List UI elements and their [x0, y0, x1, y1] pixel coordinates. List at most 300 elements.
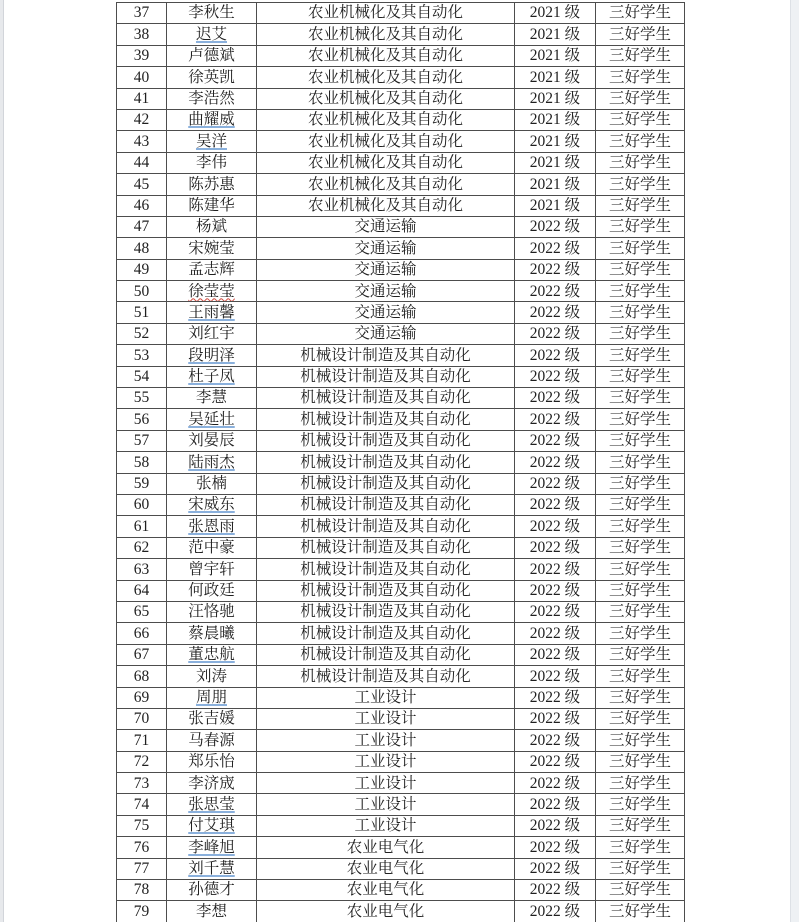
major-cell — [257, 858, 515, 879]
major-cell — [257, 452, 515, 473]
award-text: 三好学生 — [608, 795, 671, 813]
table-row — [117, 430, 685, 451]
row-number-cell — [117, 345, 167, 366]
student-name-text: 李想 — [195, 902, 227, 920]
major-cell — [257, 623, 515, 644]
award-text: 三好学生 — [608, 902, 671, 920]
major-text: 农业机械化及其自动化 — [307, 25, 463, 43]
major-cell — [257, 388, 515, 409]
row-number-text: 56 — [133, 410, 150, 428]
major-cell — [257, 216, 515, 237]
grade-cell — [515, 216, 596, 237]
major-text: 农业电气化 — [346, 838, 425, 856]
row-number-text: 39 — [133, 47, 150, 65]
table-row — [117, 366, 685, 387]
major-text: 机械设计制造及其自动化 — [300, 410, 471, 428]
grade-text: 2022 级 — [529, 517, 581, 535]
award-text: 三好学生 — [608, 774, 671, 792]
award-text: 三好学生 — [608, 47, 671, 65]
grade-text: 2021 级 — [529, 132, 581, 150]
student-name-text: 刘晏辰 — [188, 432, 235, 450]
grade-text: 2022 级 — [529, 881, 581, 899]
major-cell — [257, 238, 515, 259]
award-text: 三好学生 — [608, 175, 671, 193]
award-text: 三好学生 — [608, 389, 671, 407]
grade-text: 2022 级 — [529, 325, 581, 343]
student-name-cell — [167, 730, 257, 751]
major-text: 机械设计制造及其自动化 — [300, 432, 471, 450]
table-row — [117, 259, 685, 280]
major-cell — [257, 751, 515, 772]
award-text: 三好学生 — [608, 624, 671, 642]
award-cell — [596, 259, 685, 280]
award-cell — [596, 751, 685, 772]
table-row — [117, 708, 685, 729]
grade-cell — [515, 131, 596, 152]
grade-cell — [515, 430, 596, 451]
row-number-text: 48 — [133, 239, 150, 257]
row-number-cell — [117, 794, 167, 815]
row-number-text: 42 — [133, 111, 150, 129]
table-row — [117, 537, 685, 558]
major-text: 机械设计制造及其自动化 — [300, 667, 471, 685]
table-row — [117, 216, 685, 237]
grade-cell — [515, 880, 596, 901]
award-cell — [596, 302, 685, 323]
row-number-cell — [117, 623, 167, 644]
award-cell — [596, 345, 685, 366]
major-text: 机械设计制造及其自动化 — [300, 453, 471, 471]
major-cell — [257, 88, 515, 109]
grade-text: 2021 级 — [529, 68, 581, 86]
student-name-cell — [167, 345, 257, 366]
row-number-text: 77 — [133, 860, 150, 878]
grade-text: 2022 级 — [529, 902, 581, 920]
row-number-cell — [117, 901, 167, 922]
grade-text: 2022 级 — [529, 453, 581, 471]
grade-cell — [515, 452, 596, 473]
row-number-text: 61 — [133, 517, 150, 535]
student-name-text: 张吉媛 — [188, 710, 235, 728]
grade-text: 2022 级 — [529, 346, 581, 364]
student-name-cell — [167, 773, 257, 794]
grade-text: 2022 级 — [529, 496, 581, 514]
major-cell — [257, 666, 515, 687]
student-name-cell — [167, 580, 257, 601]
award-cell — [596, 880, 685, 901]
row-number-cell — [117, 687, 167, 708]
award-text: 三好学生 — [608, 410, 671, 428]
major-cell — [257, 773, 515, 794]
student-name-text: 徐莹莹 — [188, 282, 235, 300]
row-number-text: 44 — [133, 154, 150, 172]
grade-text: 2022 级 — [529, 261, 581, 279]
grade-cell — [515, 751, 596, 772]
grade-text: 2022 级 — [529, 795, 581, 813]
major-text: 农业机械化及其自动化 — [307, 111, 463, 129]
award-cell — [596, 601, 685, 622]
award-text: 三好学生 — [608, 25, 671, 43]
row-number-text: 71 — [133, 731, 150, 749]
grade-text: 2022 级 — [529, 368, 581, 386]
row-number-text: 73 — [133, 774, 150, 792]
major-text: 交通运输 — [354, 261, 417, 279]
row-number-cell — [117, 452, 167, 473]
major-cell — [257, 67, 515, 88]
major-text: 工业设计 — [354, 753, 417, 771]
major-text: 机械设计制造及其自动化 — [300, 346, 471, 364]
student-name-cell — [167, 109, 257, 130]
row-number-text: 74 — [133, 795, 150, 813]
major-cell — [257, 109, 515, 130]
award-table-container — [116, 2, 685, 922]
table-row — [117, 88, 685, 109]
row-number-cell — [117, 216, 167, 237]
table-row — [117, 388, 685, 409]
award-text: 三好学生 — [608, 753, 671, 771]
row-number-text: 60 — [133, 496, 150, 514]
major-cell — [257, 794, 515, 815]
student-name-cell — [167, 494, 257, 515]
grade-cell — [515, 238, 596, 259]
row-number-cell — [117, 773, 167, 794]
row-number-text: 65 — [133, 603, 150, 621]
major-cell — [257, 302, 515, 323]
student-name-cell — [167, 815, 257, 836]
major-cell — [257, 131, 515, 152]
student-name-text: 董忠航 — [188, 646, 235, 664]
major-cell — [257, 281, 515, 302]
grade-cell — [515, 366, 596, 387]
row-number-text: 47 — [133, 218, 150, 236]
row-number-text: 59 — [133, 475, 150, 493]
grade-cell — [515, 259, 596, 280]
student-name-text: 吴洋 — [195, 132, 227, 150]
award-cell — [596, 623, 685, 644]
award-cell — [596, 494, 685, 515]
major-cell — [257, 409, 515, 430]
grade-text: 2022 级 — [529, 475, 581, 493]
row-number-cell — [117, 366, 167, 387]
award-text: 三好学生 — [608, 154, 671, 172]
student-name-cell — [167, 388, 257, 409]
grade-cell — [515, 3, 596, 24]
row-number-text: 46 — [133, 196, 150, 214]
major-text: 农业机械化及其自动化 — [307, 154, 463, 172]
grade-text: 2022 级 — [529, 389, 581, 407]
row-number-text: 53 — [133, 346, 150, 364]
grade-text: 2022 级 — [529, 817, 581, 835]
table-row — [117, 67, 685, 88]
award-text: 三好学生 — [608, 261, 671, 279]
major-cell — [257, 195, 515, 216]
row-number-cell — [117, 88, 167, 109]
row-number-text: 75 — [133, 817, 150, 835]
award-cell — [596, 901, 685, 922]
major-text: 交通运输 — [354, 325, 417, 343]
major-cell — [257, 345, 515, 366]
award-cell — [596, 131, 685, 152]
major-cell — [257, 687, 515, 708]
student-name-cell — [167, 601, 257, 622]
award-cell — [596, 88, 685, 109]
table-row — [117, 174, 685, 195]
student-name-text: 蔡晨曦 — [188, 624, 235, 642]
major-cell — [257, 559, 515, 580]
major-text: 农业机械化及其自动化 — [307, 68, 463, 86]
student-name-text: 曾宇轩 — [188, 560, 235, 578]
student-name-text: 刘涛 — [195, 667, 227, 685]
award-cell — [596, 858, 685, 879]
student-name-cell — [167, 559, 257, 580]
award-cell — [596, 837, 685, 858]
student-name-cell — [167, 537, 257, 558]
row-number-text: 45 — [133, 175, 150, 193]
award-cell — [596, 3, 685, 24]
award-text: 三好学生 — [608, 346, 671, 364]
award-cell — [596, 24, 685, 45]
table-row — [117, 687, 685, 708]
grade-cell — [515, 623, 596, 644]
row-number-cell — [117, 644, 167, 665]
grade-cell — [515, 345, 596, 366]
row-number-text: 40 — [133, 68, 150, 86]
grade-cell — [515, 109, 596, 130]
grade-text: 2022 级 — [529, 282, 581, 300]
grade-text: 2021 级 — [529, 4, 581, 22]
major-text: 机械设计制造及其自动化 — [300, 368, 471, 386]
row-number-text: 68 — [133, 667, 150, 685]
row-number-text: 58 — [133, 453, 150, 471]
major-text: 机械设计制造及其自动化 — [300, 496, 471, 514]
row-number-cell — [117, 473, 167, 494]
award-table-body — [117, 3, 685, 922]
award-cell — [596, 323, 685, 344]
student-name-text: 李慧 — [195, 389, 227, 407]
grade-cell — [515, 516, 596, 537]
row-number-cell — [117, 880, 167, 901]
student-name-text: 汪恪驰 — [188, 603, 235, 621]
award-cell — [596, 452, 685, 473]
row-number-text: 41 — [133, 90, 150, 107]
row-number-cell — [117, 3, 167, 24]
grade-text: 2022 级 — [529, 860, 581, 878]
major-text: 农业电气化 — [346, 860, 425, 878]
student-name-cell — [167, 687, 257, 708]
award-cell — [596, 174, 685, 195]
grade-cell — [515, 644, 596, 665]
row-number-cell — [117, 580, 167, 601]
student-name-cell — [167, 366, 257, 387]
student-name-cell — [167, 216, 257, 237]
row-number-text: 78 — [133, 881, 150, 899]
student-name-cell — [167, 751, 257, 772]
table-row — [117, 409, 685, 430]
major-text: 机械设计制造及其自动化 — [300, 624, 471, 642]
award-text: 三好学生 — [608, 303, 671, 321]
major-text: 工业设计 — [354, 795, 417, 813]
major-text: 交通运输 — [354, 218, 417, 236]
grade-text: 2021 级 — [529, 25, 581, 43]
student-name-text: 宋婉莹 — [188, 239, 235, 257]
table-row — [117, 109, 685, 130]
grade-cell — [515, 174, 596, 195]
row-number-text: 38 — [133, 25, 150, 43]
grade-text: 2021 级 — [529, 154, 581, 172]
award-cell — [596, 794, 685, 815]
award-cell — [596, 67, 685, 88]
award-text: 三好学生 — [608, 368, 671, 386]
grade-text: 2022 级 — [529, 624, 581, 642]
table-row — [117, 730, 685, 751]
grade-cell — [515, 666, 596, 687]
student-name-cell — [167, 880, 257, 901]
award-cell — [596, 708, 685, 729]
grade-cell — [515, 24, 596, 45]
row-number-cell — [117, 430, 167, 451]
grade-text: 2021 级 — [529, 47, 581, 65]
award-text: 三好学生 — [608, 817, 671, 835]
table-row — [117, 302, 685, 323]
row-number-text: 70 — [133, 710, 150, 728]
award-text: 三好学生 — [608, 325, 671, 343]
student-name-cell — [167, 409, 257, 430]
grade-text: 2022 级 — [529, 646, 581, 664]
table-row — [117, 858, 685, 879]
student-name-text: 孙德才 — [188, 881, 235, 899]
major-cell — [257, 494, 515, 515]
grade-cell — [515, 152, 596, 173]
major-text: 农业电气化 — [346, 902, 425, 920]
major-cell — [257, 880, 515, 901]
row-number-text: 49 — [133, 261, 150, 279]
table-row — [117, 751, 685, 772]
major-cell — [257, 323, 515, 344]
student-name-text: 宋威东 — [188, 496, 235, 514]
award-cell — [596, 281, 685, 302]
row-number-cell — [117, 837, 167, 858]
student-name-text: 李秋生 — [188, 4, 235, 22]
student-name-text: 徐英凯 — [188, 68, 235, 86]
award-text: 三好学生 — [608, 90, 671, 107]
award-cell — [596, 687, 685, 708]
row-number-text: 66 — [133, 624, 150, 642]
major-cell — [257, 537, 515, 558]
student-name-cell — [167, 666, 257, 687]
grade-cell — [515, 281, 596, 302]
student-name-text: 陆雨杰 — [188, 453, 235, 471]
row-number-cell — [117, 858, 167, 879]
grade-cell — [515, 302, 596, 323]
student-name-cell — [167, 794, 257, 815]
grade-cell — [515, 494, 596, 515]
grade-cell — [515, 815, 596, 836]
major-text: 农业机械化及其自动化 — [307, 175, 463, 193]
major-cell — [257, 730, 515, 751]
award-cell — [596, 409, 685, 430]
major-cell — [257, 366, 515, 387]
grade-cell — [515, 730, 596, 751]
student-name-cell — [167, 473, 257, 494]
grade-text: 2022 级 — [529, 731, 581, 749]
award-text: 三好学生 — [608, 4, 671, 22]
student-name-text: 杨斌 — [195, 218, 227, 236]
student-name-cell — [167, 623, 257, 644]
row-number-cell — [117, 238, 167, 259]
award-cell — [596, 473, 685, 494]
page-right-edge — [790, 0, 799, 922]
student-name-cell — [167, 901, 257, 922]
award-cell — [596, 537, 685, 558]
grade-text: 2021 级 — [529, 90, 581, 107]
major-cell — [257, 45, 515, 66]
major-cell — [257, 152, 515, 173]
row-number-cell — [117, 815, 167, 836]
major-text: 农业机械化及其自动化 — [307, 4, 463, 22]
row-number-cell — [117, 494, 167, 515]
grade-cell — [515, 559, 596, 580]
student-name-cell — [167, 152, 257, 173]
major-cell — [257, 174, 515, 195]
award-table — [116, 2, 685, 922]
award-cell — [596, 773, 685, 794]
student-name-text: 张楠 — [195, 475, 227, 493]
award-text: 三好学生 — [608, 603, 671, 621]
table-row — [117, 516, 685, 537]
major-text: 农业机械化及其自动化 — [307, 47, 463, 65]
table-row — [117, 323, 685, 344]
row-number-text: 51 — [133, 303, 150, 321]
major-cell — [257, 601, 515, 622]
grade-text: 2021 级 — [529, 111, 581, 129]
major-text: 工业设计 — [354, 731, 417, 749]
row-number-cell — [117, 281, 167, 302]
student-name-cell — [167, 3, 257, 24]
student-name-text: 李伟 — [195, 154, 227, 172]
major-text: 机械设计制造及其自动化 — [300, 475, 471, 493]
award-text: 三好学生 — [608, 111, 671, 129]
grade-cell — [515, 88, 596, 109]
table-row — [117, 901, 685, 922]
grade-cell — [515, 601, 596, 622]
table-row — [117, 452, 685, 473]
grade-text: 2022 级 — [529, 667, 581, 685]
grade-cell — [515, 473, 596, 494]
student-name-text: 张恩雨 — [188, 517, 235, 535]
table-row — [117, 195, 685, 216]
grade-text: 2022 级 — [529, 753, 581, 771]
table-row — [117, 580, 685, 601]
major-text: 工业设计 — [354, 817, 417, 835]
major-cell — [257, 430, 515, 451]
row-number-text: 57 — [133, 432, 150, 450]
row-number-cell — [117, 388, 167, 409]
major-cell — [257, 837, 515, 858]
grade-cell — [515, 901, 596, 922]
table-row — [117, 815, 685, 836]
award-text: 三好学生 — [608, 667, 671, 685]
grade-cell — [515, 195, 596, 216]
row-number-cell — [117, 24, 167, 45]
row-number-text: 67 — [133, 646, 150, 664]
student-name-cell — [167, 644, 257, 665]
major-text: 工业设计 — [354, 688, 417, 706]
major-text: 机械设计制造及其自动化 — [300, 646, 471, 664]
student-name-text: 吴延壮 — [188, 410, 235, 428]
award-cell — [596, 109, 685, 130]
row-number-cell — [117, 537, 167, 558]
student-name-text: 李峰旭 — [188, 838, 235, 856]
